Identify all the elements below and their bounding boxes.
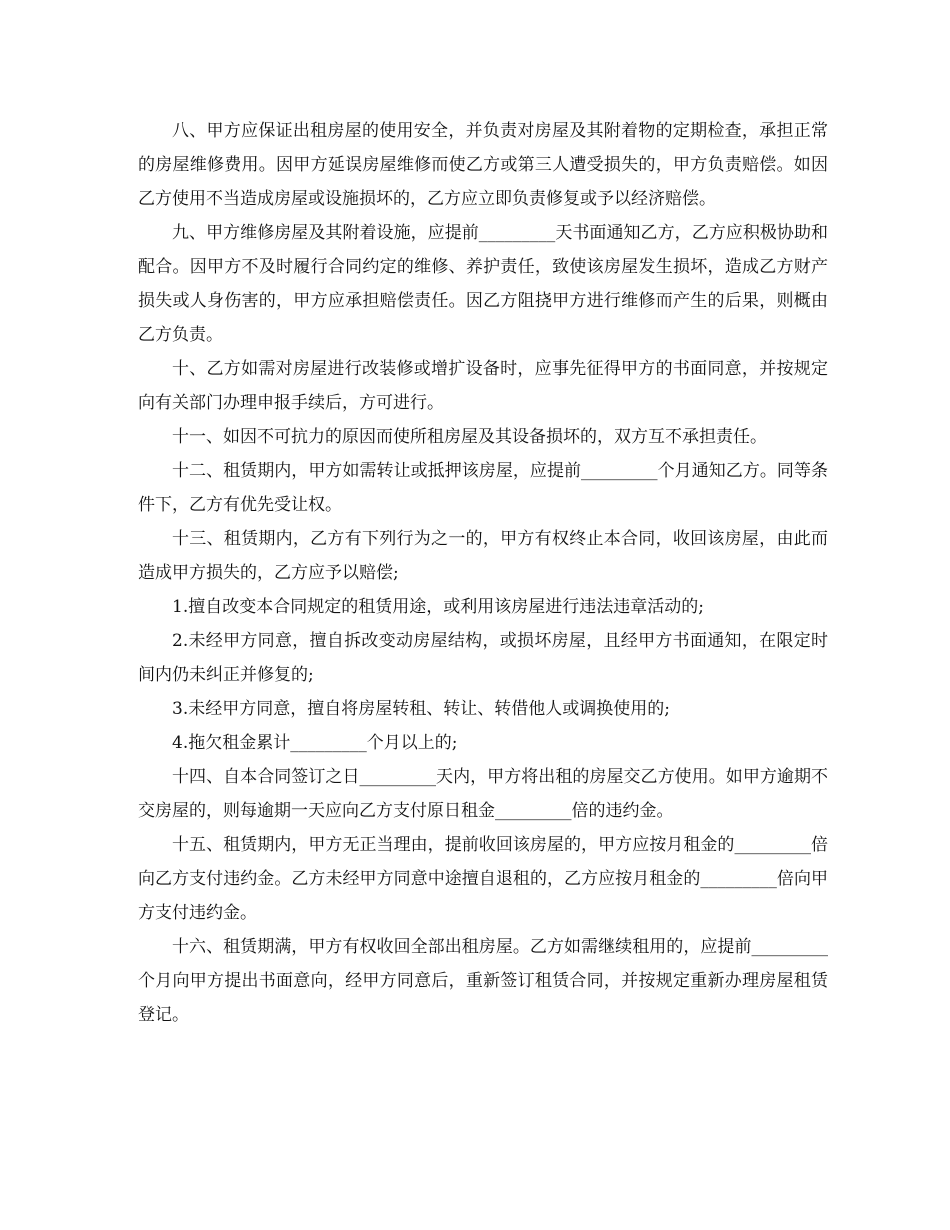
contract-text [138,114,828,1032]
clause-13-item-3: 3.未经甲方同意，擅自将房屋转租、转让、转借他人或调换使用的; [172,699,670,719]
clause-11-paragraph: 十一、如因不可抗力的原因而使所租房屋及其设备损坏的，双方互不承担责任。 [172,427,767,447]
clause-8-paragraph: 八、甲方应保证出租房屋的使用安全，并负责对房屋及其附着物的定期检查，承担正常的房屋维修费用。因甲方延误房屋维修而使乙方或第三人遭受损失的，甲方负责赔偿。如因乙方使用不当造成房屋或设施损坏的，乙方应立即负责修复或予以经济赔偿。 [138,121,828,209]
clause-13-paragraph: 十三、租赁期内，乙方有下列行为之一的，甲方有权终止本合同，收回该房屋，由此而造成甲方损失的，乙方应予以赔偿; [138,529,828,583]
clause-9-paragraph: 九、甲方维修房屋及其附着设施，应提前_________天书面通知乙方，乙方应积极协助和配合。因甲方不及时履行合同约定的维修、养护责任，致使该房屋发生损坏，造成乙方财产损失或人身伤害的，甲方应承担赔偿责任。因乙方阻挠甲方进行维修而产生的后果，则概由乙方负责。 [138,223,828,345]
clause-14-paragraph: 十四、自本合同签订之日_________天内，甲方将出租的房屋交乙方使用。如甲方逾期不交房屋的，则每逾期一天应向乙方支付原日租金_________倍的违约金。 [138,767,828,821]
clause-15-paragraph: 十五、租赁期内，甲方无正当理由，提前收回该房屋的，甲方应按月租金的_________倍向乙方支付违约金。乙方未经甲方同意中途擅自退租的，乙方应按月租金的_________倍向甲方支付违约金。 [138,835,828,923]
clause-13-item-2: 2.未经甲方同意，擅自拆改变动房屋结构，或损坏房屋，且经甲方书面通知，在限定时间内仍未纠正并修复的; [138,631,828,685]
clause-13-item-4: 4.拖欠租金累计_________个月以上的; [172,733,458,753]
clause-13-item-1: 1.擅自改变本合同规定的租赁用途，或利用该房屋进行违法违章活动的; [172,597,704,617]
clause-16-paragraph: 十六、租赁期满，甲方有权收回全部出租房屋。乙方如需继续租用的，应提前_________个月向甲方提出书面意向，经甲方同意后，重新签订租赁合同，并按规定重新办理房屋租赁登记。 [138,937,828,1025]
clause-12-paragraph: 十二、租赁期内，甲方如需转让或抵押该房屋，应提前_________个月通知乙方。同等条件下，乙方有优先受让权。 [138,461,828,515]
clause-10-paragraph: 十、乙方如需对房屋进行改装修或增扩设备时，应事先征得甲方的书面同意，并按规定向有关部门办理申报手续后，方可进行。 [138,359,828,413]
